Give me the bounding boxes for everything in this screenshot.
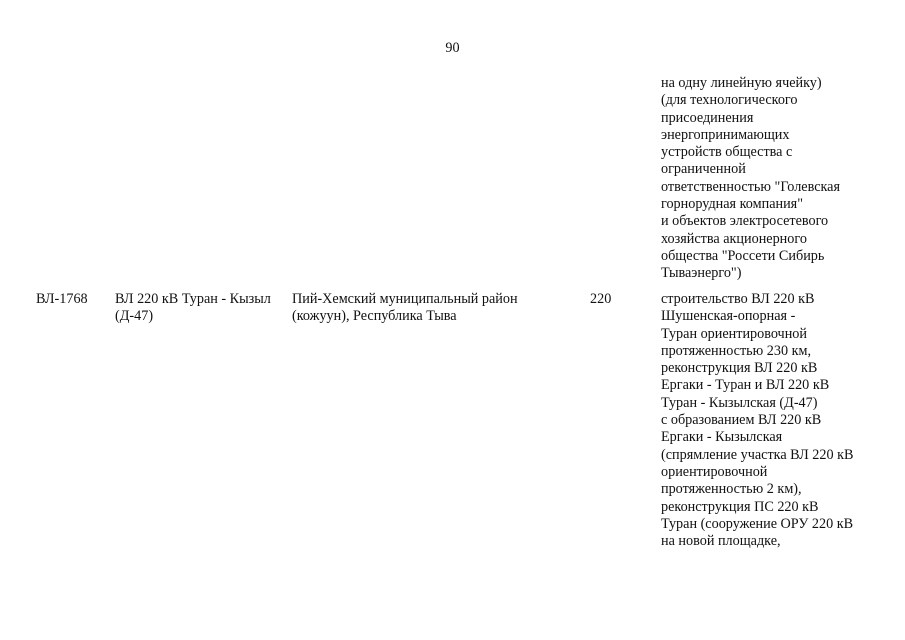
continued-note-cell: на одну линейную ячейку) (для технологического присоединения энергопринимающих устройств общества с ограниченной ответственностью "Голевская горнорудная компания" и объектов электросетевого хозяйства акционерного общества "Россети Сибирь Тываэнерго") [661, 75, 840, 282]
voltage-cell: 220 [590, 291, 612, 307]
location-cell: Пий-Хемский муниципальный район (кожуун), Республика Тыва [292, 291, 518, 325]
object-name-cell: ВЛ 220 кВ Туран - Кызыл (Д-47) [115, 291, 271, 325]
page-number: 90 [445, 40, 460, 56]
description-cell: строительство ВЛ 220 кВ Шушенская-опорная - Туран ориентировочной протяженностью 230 км, реконструкция ВЛ 220 кВ Ергаки - Туран и ВЛ 220 кВ Туран - Кызылская (Д-47) с образованием ВЛ 220 кВ Ергаки - Кызылская (спрямление участка ВЛ 220 кВ ориентировочной протяженностью 2 км), реконструкция ПС 220 кВ Туран (сооружение ОРУ 220 кВ на новой площадке, [661, 291, 854, 550]
object-code-cell: ВЛ-1768 [36, 291, 88, 307]
